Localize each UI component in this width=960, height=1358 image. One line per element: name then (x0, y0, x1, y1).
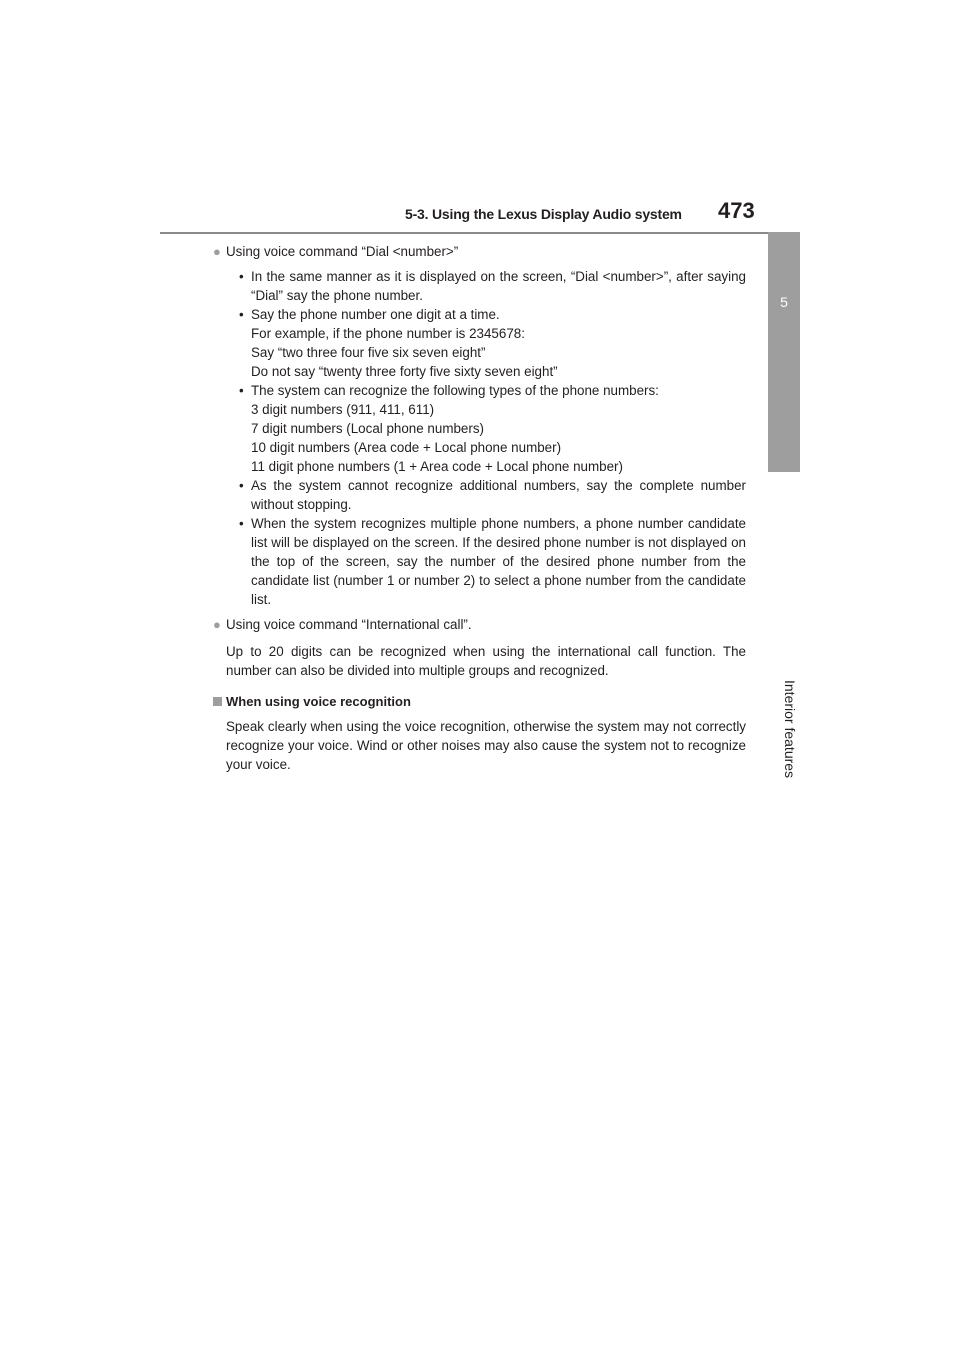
paragraph: Speak clearly when using the voice recognition, otherwise the system may not correctly recognize your voice. Wind or other noises may also cause the system not to recognize your voice. (226, 719, 746, 772)
list-item-line: 10 digit numbers (Area code + Local phone number) (251, 440, 562, 455)
circle-bullet-icon: ● (213, 617, 221, 632)
header-rule (160, 232, 800, 234)
section-title: 5-3. Using the Lexus Display Audio system (405, 206, 682, 222)
list-item-line: 3 digit numbers (911, 411, 611) (251, 402, 435, 417)
square-bullet-icon (213, 697, 222, 706)
dot-bullet-icon: • (239, 269, 244, 284)
bullet-title: Using voice command “International call”. (226, 617, 472, 632)
list-item-text: Say the phone number one digit at a time. (251, 307, 500, 322)
dot-bullet-icon: • (239, 516, 244, 531)
page-number: 473 (718, 198, 755, 223)
list-item-line: Say “two three four five six seven eight” (251, 345, 486, 360)
page-content (213, 242, 746, 780)
list-item (240, 267, 746, 305)
sub-list (240, 267, 746, 609)
list-item (240, 476, 746, 514)
list-item-line: 11 digit phone numbers (1 + Area code + Local phone number) (251, 459, 623, 474)
chapter-label: Interior features (782, 680, 798, 779)
list-item (240, 514, 746, 609)
list-item-text: In the same manner as it is displayed on the screen, “Dial <number>”, after saying “Dial” say the phone number. (251, 269, 746, 303)
list-item-line: 7 digit numbers (Local phone numbers) (251, 421, 484, 436)
chapter-number: 5 (780, 294, 788, 310)
list-item-line: Do not say “twenty three forty five sixty seven eight” (251, 364, 558, 379)
dot-bullet-icon: • (239, 478, 244, 493)
dot-bullet-icon: • (239, 383, 244, 398)
list-item-text: The system can recognize the following types of the phone numbers: (251, 383, 659, 398)
list-item-line: For example, if the phone number is 2345678: (251, 326, 525, 341)
bullet-title: Using voice command “Dial <number>” (226, 244, 459, 259)
list-item (240, 305, 746, 381)
dot-bullet-icon: • (239, 307, 244, 322)
bullet-international-call (215, 615, 746, 680)
circle-bullet-icon: ● (213, 244, 221, 259)
section-heading-text: When using voice recognition (226, 694, 411, 709)
list-item-text: When the system recognizes multiple phone numbers, a phone number candidate list will be displayed on the screen. If the desired phone number is not displayed on the top of the screen, say the number of the desired phone number from the candidate list (number 1 or number 2) to select a phone number from the candidate list. (251, 516, 746, 607)
section-heading (213, 692, 746, 711)
chapter-tab (768, 232, 800, 472)
list-item-text: As the system cannot recognize additional numbers, say the complete number without stopping. (251, 478, 746, 512)
list-item (240, 381, 746, 476)
paragraph: Up to 20 digits can be recognized when using the international call function. The number can also be divided into multiple groups and recognized. (226, 644, 746, 678)
bullet-dial-number (215, 242, 746, 609)
